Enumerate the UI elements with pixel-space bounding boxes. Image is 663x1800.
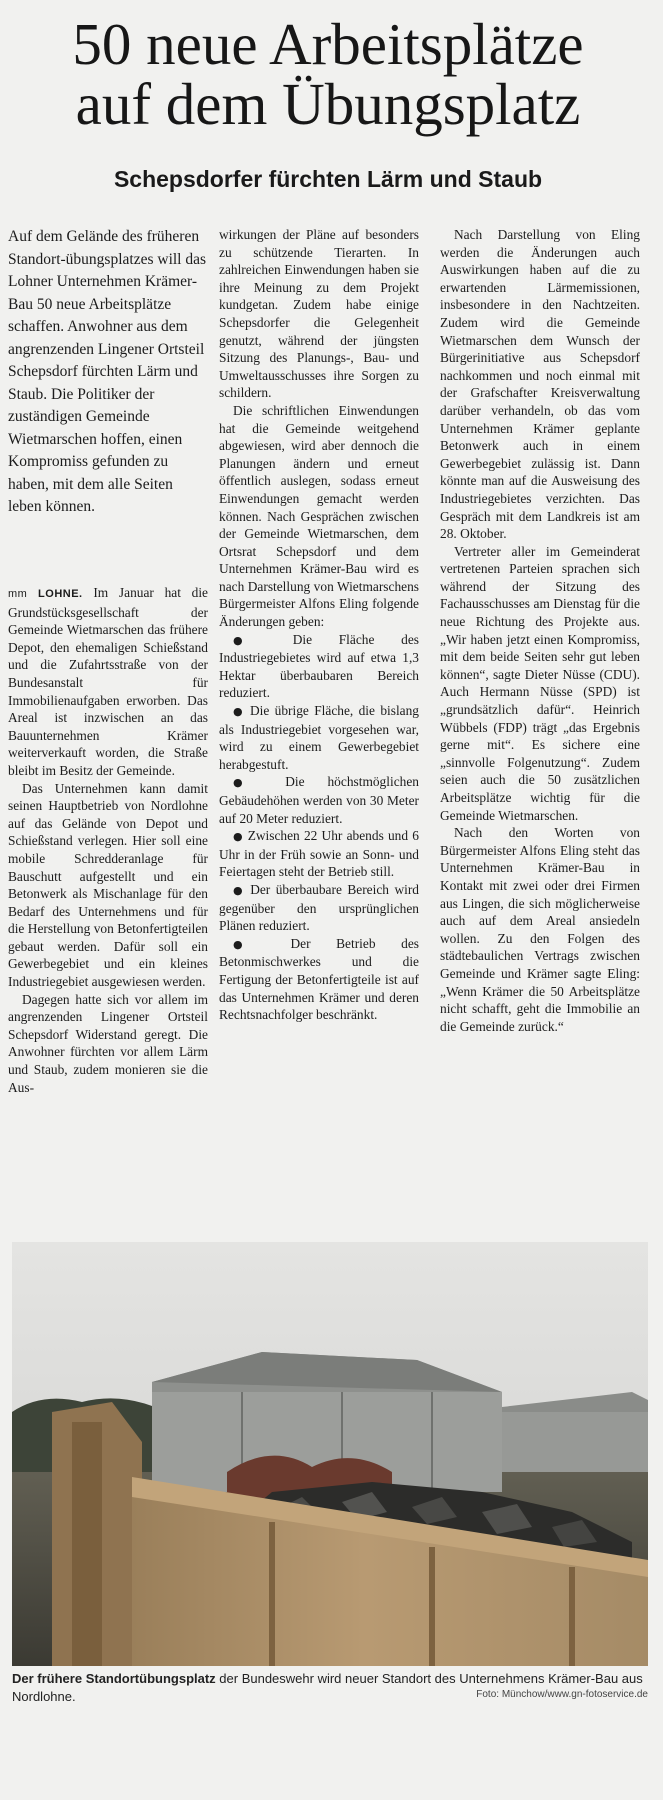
bullet-icon: ● (233, 830, 244, 844)
bullet-item-3 (219, 773, 419, 827)
bullet-text: Der überbaubare Bereich wird gegenüber den ursprünglichen Plänen reduziert. (219, 881, 419, 934)
headline-line-2: auf dem Übungsplatz (75, 71, 581, 137)
photo-illustration (12, 1242, 648, 1666)
col2-paragraph-1: wirkungen der Pläne auf besonders zu schützende Tierarten. In zahlreichen Einwendungen haben sie ihre Meinung zu dem Projekt kundgetan. Zudem habe einige Schepsdorfer die Gelegenheit genutzt, während der jüngsten Sitzung des Planungs-, Bau- und Umweltausschusses ihre Sorgen zu schildern. (219, 227, 419, 401)
col3-paragraph-1: Nach Darstellung von Eling werden die Änderungen auch Auswirkungen haben auf die zu erwartenden Lärmemissionen, insbesondere in den Nachtzeiten. Zudem wird die Gemeinde Wietmarschen dem Wunsch der Bürgerinitiative aus Schepsdorf nachkommen und noch einmal mit der Grafschafter Kreisverwaltung darüber verhandeln, ob das vom Unternehmen Krämer geplante Betonwerk auch in einem Gewerbegebiet zulässig ist. Dann könnte man auf die Ausweisung des Industriegebietes verzichten. Das Gespräch mit dem Landkreis ist am 28. Oktober. (440, 227, 640, 542)
bullet-item-2 (219, 702, 419, 773)
photo-credit: Foto: Münchow/www.gn-fotoservice.de (476, 1689, 648, 1700)
caption-text: der Bundeswehr wird neuer Standort des Unternehmens Krämer-Bau aus Nordlohne. (12, 1671, 643, 1704)
headline-line-1: 50 neue Arbeitsplätze (72, 11, 584, 77)
bullet-text: Die höchstmöglichen Gebäudehöhen werden von 30 Meter auf 20 Meter reduziert. (219, 774, 419, 826)
bullet-text: Die übrige Fläche, die bislang als Industriegebiet vorgesehen war, wird zu einem Gewerbegebiet herabgestuft. (219, 703, 419, 772)
col2-paragraph-2: Die schriftlichen Einwendungen hat die Gemeinde weitgehend abgewiesen, wird aber dennoch die Planungen ändern und erneut öffentlich auslegen, sodass erneut Einwendungen gemacht werden können. Nach Gesprächen zwischen der Gemeinde Wietmarschen, dem Ortsrat Schepsdorf und dem Unternehmen Krämer-Bau wird es nach Darstellung von Wietmarschens Bürgermeister Alfons Eling folgende Änderungen geben: (219, 402, 419, 630)
bullet-icon: ● (233, 705, 245, 719)
bullet-item-6 (219, 935, 419, 1024)
bullet-item-4 (219, 827, 419, 881)
caption-bold: Der frühere Standortübungsplatz (12, 1671, 216, 1686)
dateline: LOHNE. (38, 588, 83, 600)
col1-paragraph-1-text: Im Januar hat die Grundstücksgesellschaft der Gemeinde Wietmarschen das frühere Depot, den ehemaligen Schießstand und die Zufahrtsstraße von der Bundesanstalt für Immobilienaufgaben erworben. Das Areal ist inzwischen an das Bauunternehmen Krämer weiterverkauft worden, die Straße bleibt im Besitz der Gemeinde. (8, 585, 208, 778)
col1-paragraph-1 (8, 584, 208, 780)
bullet-text: Die Fläche des Industriegebietes wird auf etwa 1,3 Hektar überbaubaren Bereich reduziert. (219, 631, 419, 701)
subheadline: Schepsdorfer fürchten Lärm und Staub (113, 166, 543, 192)
bullet-icon: ● (233, 633, 266, 647)
bullet-icon: ● (233, 937, 265, 951)
bullet-item-1 (219, 631, 419, 702)
headline (8, 11, 648, 137)
col1-paragraph-2: Das Unternehmen kann damit seinen Hauptbetrieb von Nordlohne auf das Gelände von Depot und Schießstand verlegen. Hier soll eine mobile Schredderanlage für Bauschutt aufgestellt und ein Betonwerk als Mischanlage für den Bedarf des Unternehmens und für die Herstellung von Betonfertigteilen gebaut werden. Dafür soll ein Gewerbegebiet und ein kleines Industriegebiet ausgewiesen werden. (8, 780, 208, 990)
bullet-item-5 (219, 881, 419, 935)
bullet-text: Der Betrieb des Betonmischwerkes und die Fertigung der Betonfertigteile ist auf das Unternehmen Krämer und deren Rechtsnachfolger beschränkt. (219, 935, 419, 1023)
article-photo (12, 1242, 648, 1666)
col3-paragraph-3: Nach den Worten von Bürgermeister Alfons Eling steht das Unternehmen Krämer-Bau in Kontakt mit zwei oder drei Firmen aus Lingen, die sich möglicherweise auch auf dem Areal ansiedeln wollen. Zu den Folgen des städtebaulichen Vertrags zwischen Gemeinde und Krämer sagte Eling: „Wenn Krämer die 50 Arbeitsplätze nicht schafft, geht die Immobilie an die Gemeinde zurück.“ (440, 825, 640, 1034)
column-2 (219, 226, 419, 1024)
bullet-icon: ● (233, 776, 263, 790)
bullet-icon: ● (233, 883, 245, 897)
bullet-text: Zwischen 22 Uhr abends und 6 Uhr in der Früh sowie an Sonn- und Feiertagen steht der Betrieb still. (219, 828, 419, 880)
column-3 (440, 226, 640, 1035)
lead-paragraph: Auf dem Gelände des früheren Standort-übungsplatzes will das Lohner Unternehmen Krämer-Bau 50 neue Arbeitsplätze schaffen. Anwohner aus dem angrenzenden Lingener Ortsteil Schepsdorf fürchten Lärm und Staub. Die Politiker der zuständigen Gemeinde Wietmarschen hoffen, einen Kompromiss gefunden zu haben, mit dem alle Seiten leben können. (8, 228, 207, 515)
col3-paragraph-2: Vertreter aller im Gemeinderat vertretenen Parteien sprachen sich während der Sitzung des Fachausschusses am Dienstag für die neue Richtung des Projekte aus. „Wir haben jetzt einen Kompromiss, mit dem beide Seiten sehr gut leben können“, sagte Dieter Nüsse (CDU). Auch Hermann Nüsse (SPD) ist „grundsätzlich dafür“. Heinrich Wübbels (FDP) trägt „das Ergebnis gerne mit“. Es sichere eine „sinnvolle Folgenutzung“. Zudem seien auch die 50 zusätzlichen Arbeitsplätze wichtig für die Gemeinde Wietmarschen. (440, 543, 640, 823)
photo-caption (12, 1670, 648, 1706)
author-tag: mm (8, 588, 28, 600)
col1-paragraph-3: Dagegen hatte sich vor allem im angrenzenden Lingener Ortsteil Schepsdorf Widerstand geregt. Die Anwohner fürchten vor allem Lärm und Staub, zudem monieren sie die Aus- (8, 991, 208, 1095)
column-1 (8, 584, 208, 1096)
